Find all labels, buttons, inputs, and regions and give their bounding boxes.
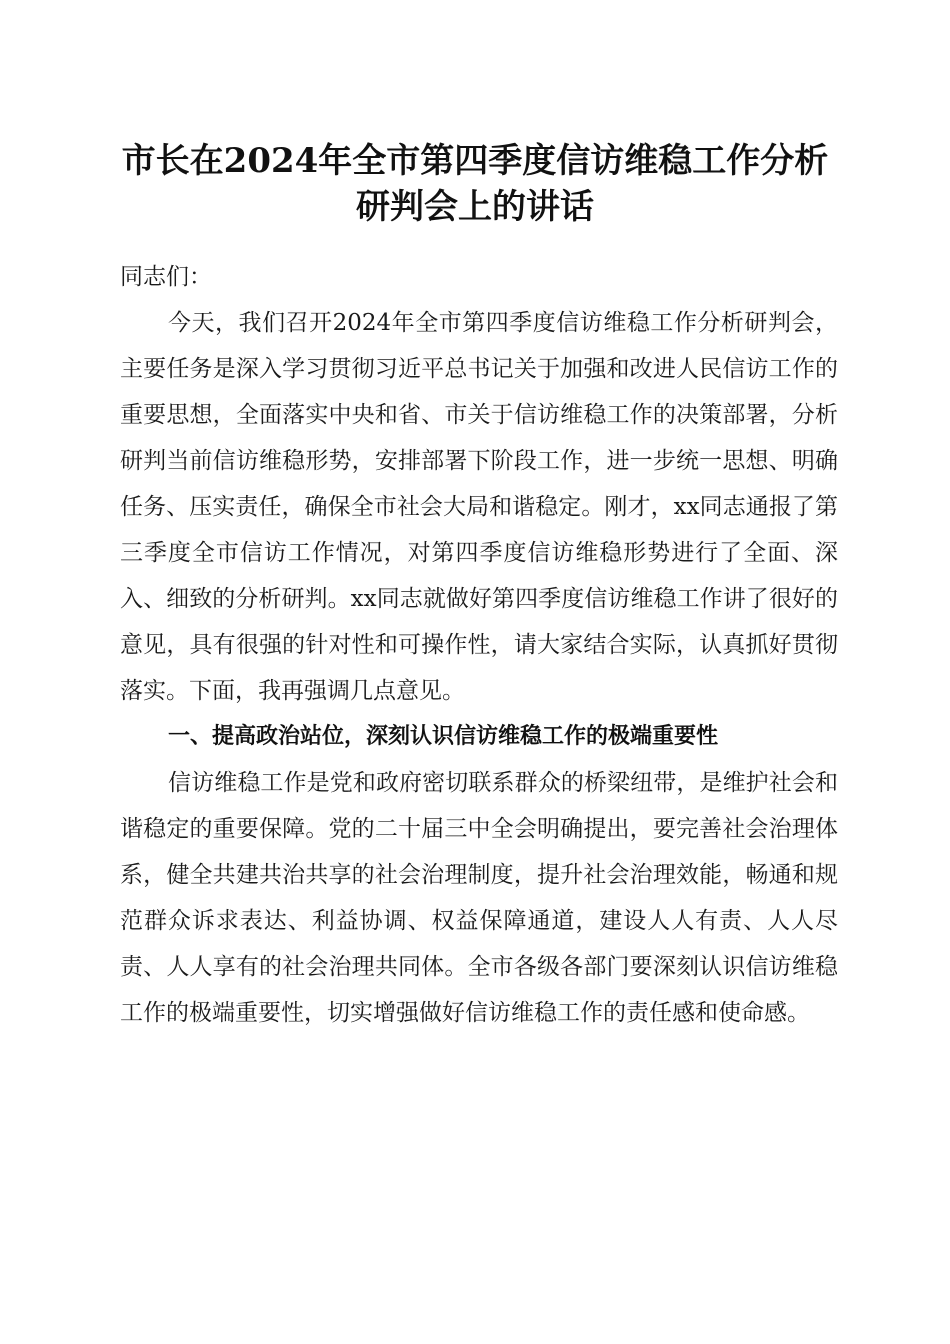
section-1-paragraph: 信访维稳工作是党和政府密切联系群众的桥梁纽带，是维护社会和谐稳定的重要保障。党的二十届三中全会明确提出，要完善社会治理体系，健全共建共治共享的社会治理制度，提升社会治理效能，畅通和规范群众诉求表达、利益协调、权益保障通道，建设人人有责、人人尽责、人人享有的社会治理共同体。全市各级各部门要深刻认识信访维稳工作的极端重要性，切实增强做好信访维稳工作的责任感和使命感。 xyxy=(120,770,838,1026)
section-heading-1: 一、提高政治站位，深刻认识信访维稳工作的极端重要性 xyxy=(168,724,719,749)
intro-paragraph: 今天，我们召开2024年全市第四季度信访维稳工作分析研判会，主要任务是深入学习贯彻习近平总书记关于加强和改进人民信访工作的重要思想，全面落实中央和省、市关于信访维稳工作的决策部署，分析研判当前信访维稳形势，安排部署下阶段工作，进一步统一思想、明确任务、压实责任，确保全市社会大局和谐稳定。刚才，xx同志通报了第三季度全市信访工作情况，对第四季度信访维稳形势进行了全面、深入、细致的分析研判。xx同志就做好第四季度信访维稳工作讲了很好的意见，具有很强的针对性和可操作性，请大家结合实际，认真抓好贯彻落实。下面，我再强调几点意见。 xyxy=(120,310,838,704)
document-title: 市长在2024年全市第四季度信访维稳工作分析研判会上的讲话 xyxy=(121,141,829,227)
salutation: 同志们： xyxy=(120,264,212,290)
document-body xyxy=(120,254,838,1036)
